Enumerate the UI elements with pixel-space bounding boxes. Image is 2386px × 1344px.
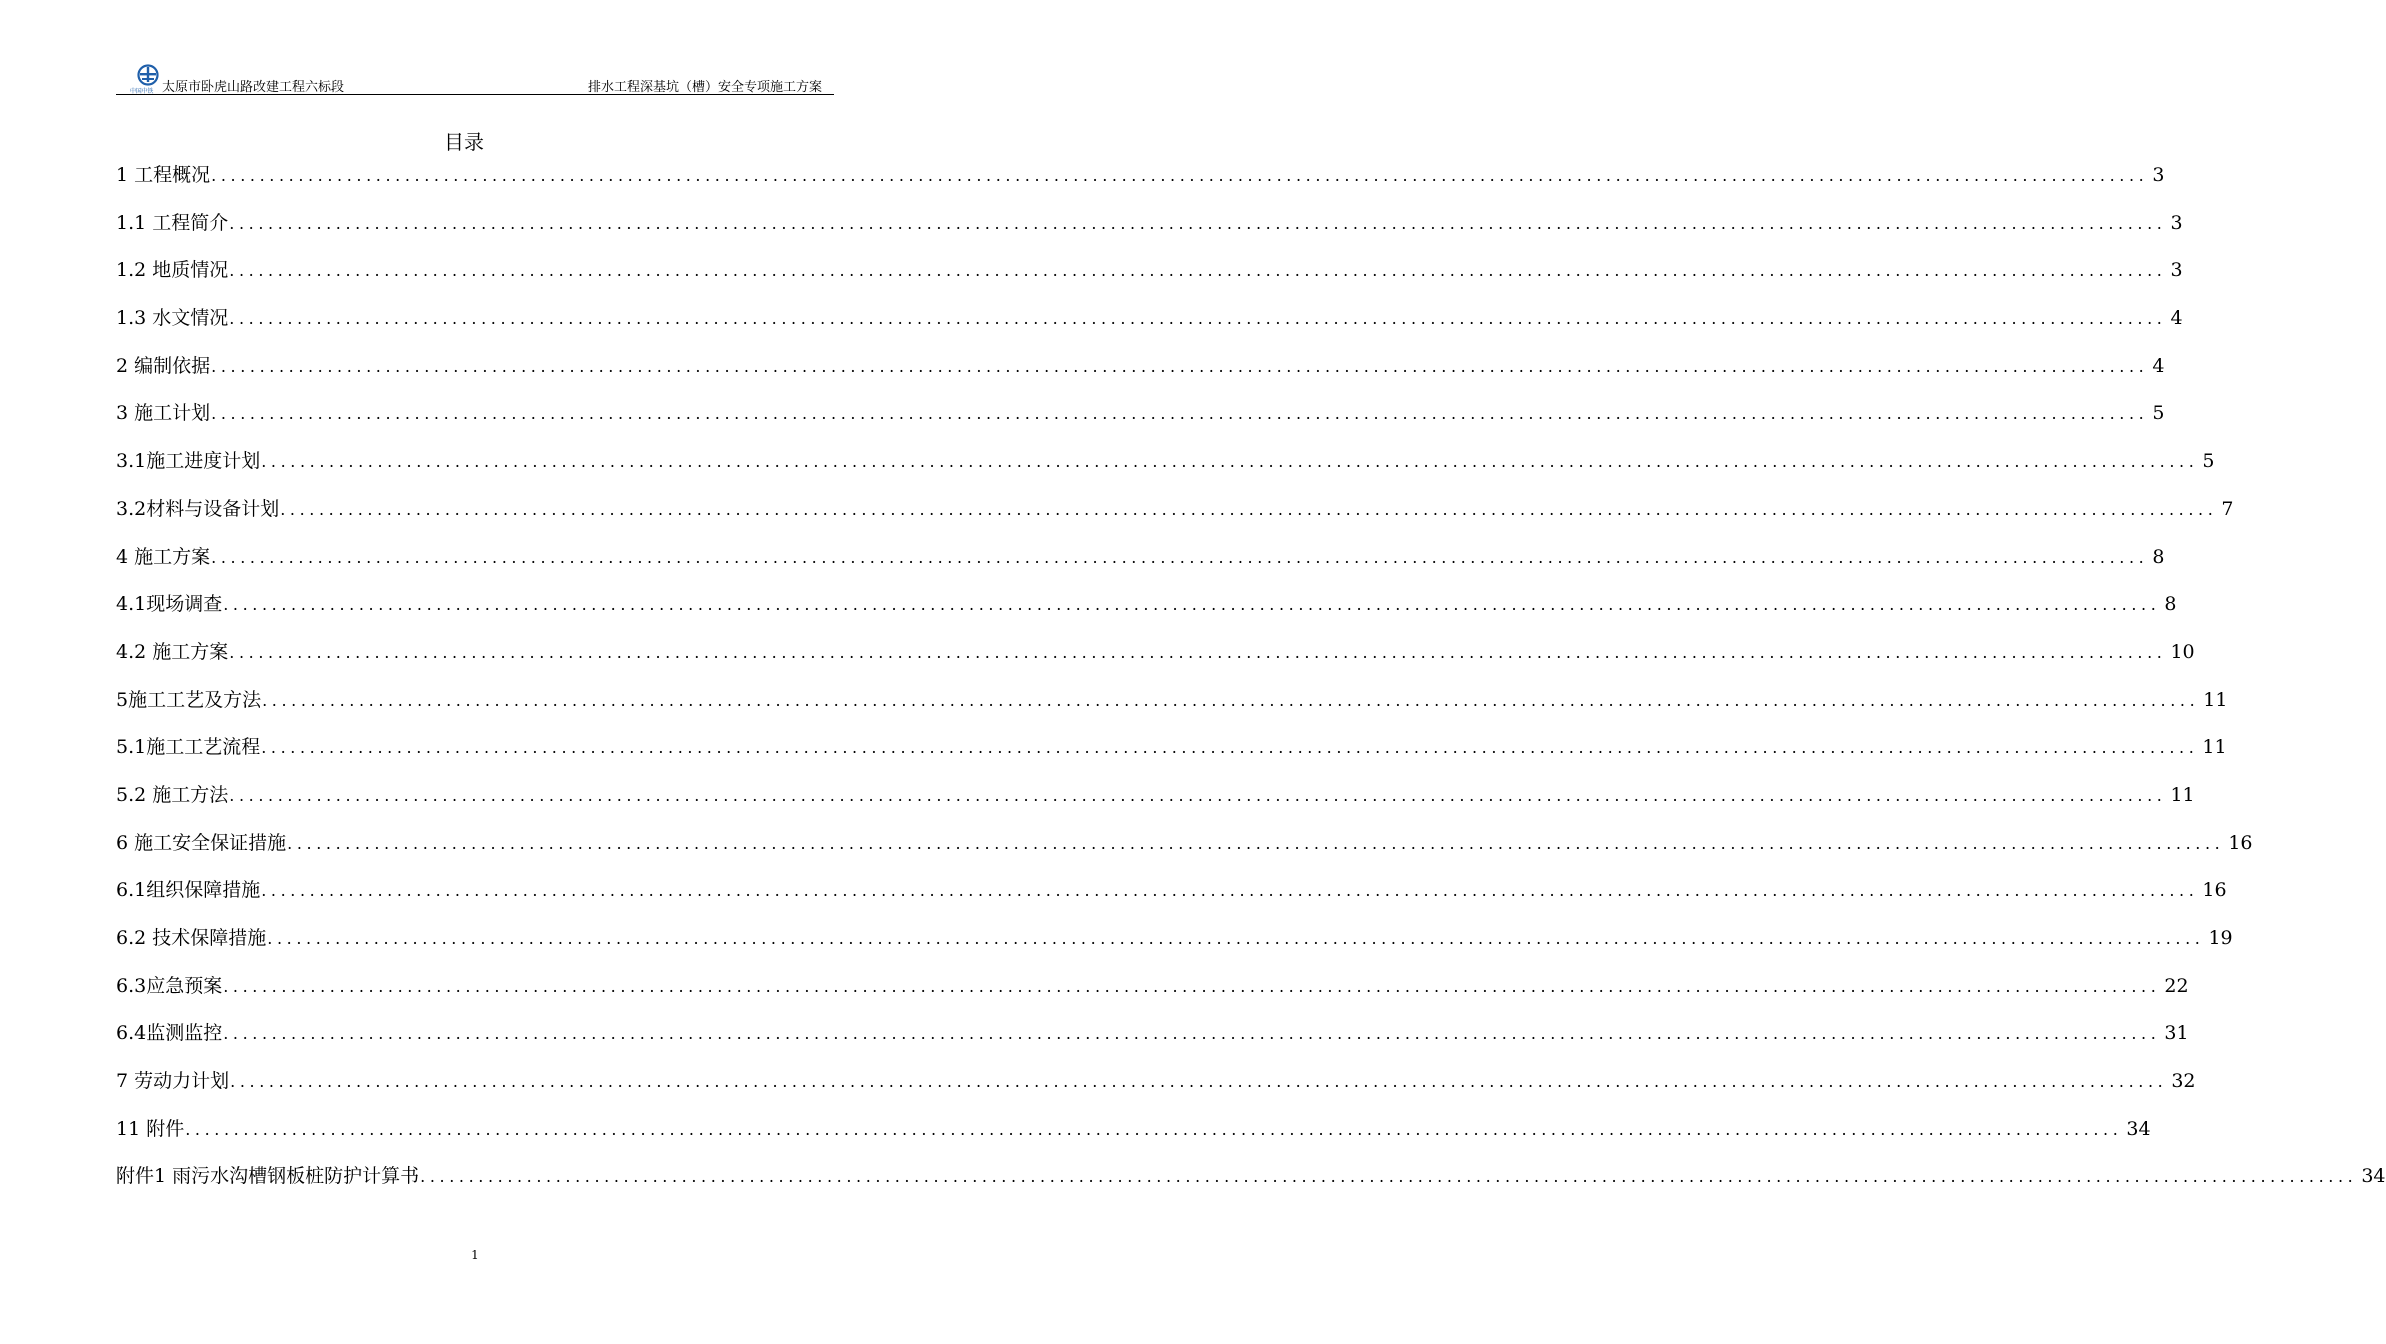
document-title: 排水工程深基坑（槽）安全专项施工方案 — [587, 80, 822, 95]
toc-entry[interactable] — [116, 685, 2228, 733]
toc-leader-dots: ........................................................................................................................................................................................................ — [230, 1072, 2168, 1092]
toc-entry-page: 22 — [2164, 974, 2189, 997]
toc-entry-page: 19 — [2208, 927, 2233, 949]
toc-leader-dots: ........................................................................................................................................................................................................ — [267, 929, 2205, 948]
toc-entry-label: 附件1 雨污水沟槽钢板桩防护计算书 — [116, 1165, 420, 1188]
toc-entry-label: 1 工程概况 — [116, 164, 211, 186]
toc-entry[interactable] — [116, 589, 2177, 637]
table-of-contents — [116, 160, 2386, 1209]
toc-leader-dots: ........................................................................................................................................................................................................ — [211, 166, 2149, 185]
toc-leader-dots: ........................................................................................................................................................................................................ — [287, 833, 2225, 853]
toc-entry-label: 4.1现场调查 — [116, 593, 223, 616]
toc-entry-page: 31 — [2164, 1022, 2189, 1045]
toc-entry[interactable] — [116, 1066, 2196, 1114]
toc-entry-label: 1.2 地质情况 — [116, 259, 229, 282]
toc-leader-dots: ........................................................................................................................................................................................................ — [262, 690, 2200, 710]
toc-entry[interactable] — [116, 1114, 2151, 1162]
toc-leader-dots: ........................................................................................................................................................................................................ — [211, 356, 2149, 376]
toc-entry[interactable] — [116, 494, 2234, 542]
toc-leader-dots: ........................................................................................................................................................................................................ — [229, 785, 2167, 805]
toc-entry-page: 8 — [2152, 545, 2165, 568]
toc-entry-page: 34 — [2126, 1117, 2151, 1140]
toc-leader-dots: ........................................................................................................................................................................................................ — [223, 595, 2161, 615]
toc-entry-label: 3 施工计划 — [116, 402, 211, 425]
toc-entry-page: 4 — [2152, 354, 2165, 377]
toc-entry-label: 4 施工方案 — [116, 545, 211, 568]
toc-leader-dots: ........................................................................................................................................................................................................ — [280, 499, 2218, 519]
toc-title: 目录 — [444, 130, 484, 154]
toc-entry-label: 6.1组织保障措施 — [116, 879, 261, 902]
toc-entry[interactable] — [116, 828, 2253, 876]
toc-leader-dots: ........................................................................................................................................................................................................ — [229, 261, 2167, 281]
toc-entry-label: 7 劳动力计划 — [116, 1070, 230, 1093]
toc-entry[interactable] — [116, 732, 2227, 780]
crec-logo-icon — [130, 64, 166, 88]
toc-entry-label: 5.1施工工艺流程 — [116, 736, 261, 759]
toc-entry-label: 4.2 施工方案 — [116, 640, 229, 663]
toc-leader-dots: ........................................................................................................................................................................................................ — [211, 547, 2149, 567]
toc-entry-page: 10 — [2170, 640, 2195, 663]
toc-entry[interactable] — [116, 780, 2195, 828]
toc-entry-label: 11 附件 — [116, 1117, 185, 1140]
toc-entry-label: 6.3应急预案 — [116, 974, 223, 997]
toc-entry-page: 16 — [2228, 831, 2253, 854]
toc-entry-label: 1.3 水文情况 — [116, 307, 229, 330]
toc-entry-label: 6.2 技术保障措施 — [116, 927, 267, 949]
page-header — [116, 60, 834, 94]
toc-leader-dots: ........................................................................................................................................................................................................ — [185, 1119, 2123, 1139]
toc-entry-label: 6 施工安全保证措施 — [116, 831, 287, 854]
company-logo — [130, 64, 166, 94]
toc-entry[interactable] — [116, 971, 2189, 1019]
toc-leader-dots: ........................................................................................................................................................................................................ — [261, 881, 2199, 901]
toc-leader-dots: ........................................................................................................................................................................................................ — [261, 452, 2199, 472]
toc-entry-label: 3.2材料与设备计划 — [116, 497, 280, 520]
toc-entry-label: 5施工工艺及方法 — [116, 688, 262, 711]
toc-leader-dots: ........................................................................................................................................................................................................ — [223, 976, 2161, 996]
toc-entry[interactable] — [116, 160, 2165, 208]
toc-entry-page: 3 — [2170, 259, 2183, 282]
toc-entry-page: 11 — [2203, 688, 2228, 711]
toc-entry[interactable] — [116, 303, 2183, 351]
toc-leader-dots: ........................................................................................................................................................................................................ — [229, 309, 2167, 329]
toc-entry[interactable] — [116, 398, 2165, 446]
toc-entry[interactable] — [116, 542, 2165, 590]
toc-entry[interactable] — [116, 255, 2183, 303]
toc-entry[interactable] — [116, 351, 2165, 399]
toc-entry-page: 3 — [2170, 211, 2183, 234]
toc-entry-page: 8 — [2164, 593, 2177, 616]
toc-entry[interactable] — [116, 446, 2215, 494]
toc-leader-dots: ........................................................................................................................................................................................................ — [261, 738, 2199, 758]
toc-leader-dots: ........................................................................................................................................................................................................ — [223, 1024, 2161, 1044]
toc-entry-label: 3.1施工进度计划 — [116, 450, 261, 473]
toc-entry-page: 4 — [2170, 307, 2183, 330]
toc-entry-page: 3 — [2152, 164, 2165, 186]
toc-entry-page: 7 — [2221, 497, 2234, 520]
toc-entry-page: 5 — [2202, 450, 2215, 473]
logo-text: 中国中铁 — [130, 88, 154, 95]
toc-entry[interactable] — [116, 208, 2183, 256]
toc-leader-dots: ........................................................................................................................................................................................................ — [420, 1167, 2358, 1187]
toc-entry[interactable] — [116, 1161, 2386, 1209]
header-divider — [116, 94, 834, 95]
toc-leader-dots: ........................................................................................................................................................................................................ — [229, 213, 2167, 233]
toc-leader-dots: ........................................................................................................................................................................................................ — [229, 642, 2167, 662]
page-number: 1 — [471, 1248, 479, 1262]
toc-entry-page: 34 — [2361, 1165, 2386, 1188]
toc-entry-page: 5 — [2152, 402, 2165, 425]
toc-entry-label: 5.2 施工方法 — [116, 783, 229, 806]
toc-entry[interactable] — [116, 637, 2195, 685]
toc-entry-label: 1.1 工程简介 — [116, 211, 229, 234]
toc-leader-dots: ........................................................................................................................................................................................................ — [211, 404, 2149, 424]
toc-entry-page: 16 — [2202, 879, 2227, 902]
toc-entry-page: 11 — [2170, 783, 2195, 806]
project-title: 太原市卧虎山路改建工程六标段 — [162, 80, 345, 95]
toc-entry[interactable] — [116, 875, 2227, 923]
toc-entry-label: 6.4监测监控 — [116, 1022, 223, 1045]
toc-entry[interactable] — [116, 1018, 2189, 1066]
toc-entry-page: 11 — [2202, 736, 2227, 759]
toc-entry-label: 2 编制依据 — [116, 354, 211, 377]
toc-entry[interactable] — [116, 923, 2233, 971]
toc-entry-page: 32 — [2171, 1070, 2196, 1093]
